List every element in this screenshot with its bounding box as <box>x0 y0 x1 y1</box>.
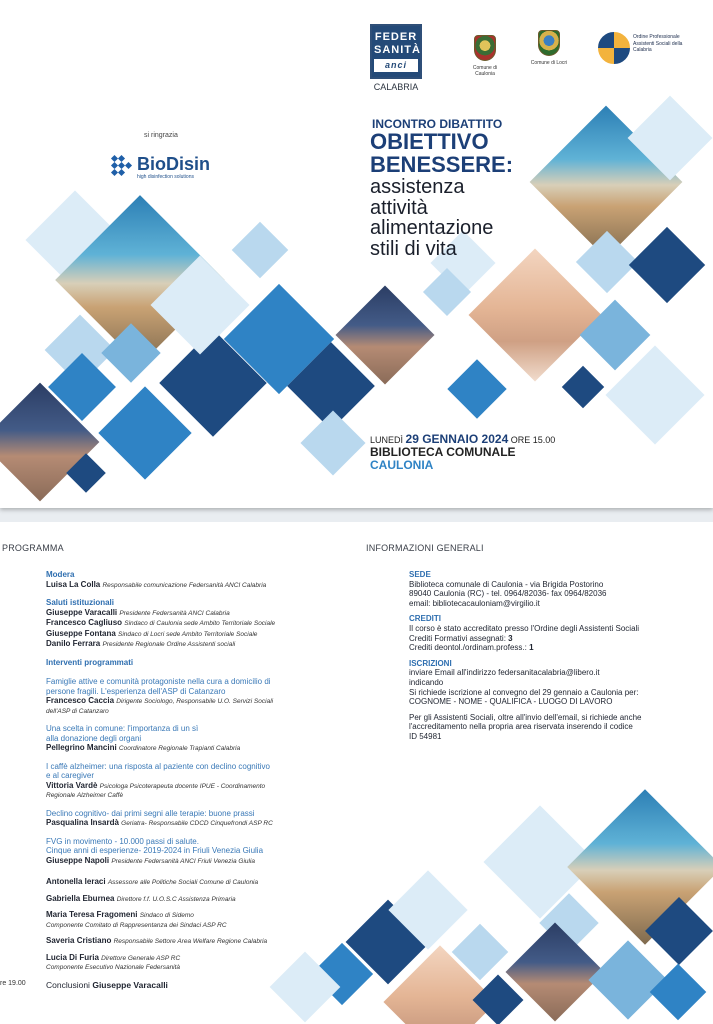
crest-caulonia <box>466 35 504 77</box>
event-title-line1: OBIETTIVO <box>370 129 489 154</box>
speaker-name: Francesco Cagliuso <box>46 618 123 627</box>
speaker-role: dell'ASP di Catanzaro <box>46 707 109 715</box>
program-list <box>46 570 346 973</box>
decor-diamond <box>629 227 705 303</box>
speaker-name: Saveria Cristiano <box>46 936 112 945</box>
sede-block <box>409 570 705 608</box>
crediti-form-value: 3 <box>508 633 513 643</box>
crest-locri-label: Comune di Locri <box>530 60 568 66</box>
event-date-line <box>370 432 555 446</box>
program-heading: PROGRAMMA <box>2 543 64 553</box>
moderator-role: Responsabile comunicazione Federsanità ANCI Calabria <box>102 581 267 589</box>
speaker-role: Direttore Generale ASP RC <box>101 954 181 962</box>
greetings-heading: Saluti istituzionali <box>46 598 115 607</box>
speaker-role: Psicologa Psicoterapeuta docente IPUE - Coordinamento <box>99 782 266 790</box>
note-line: l'accreditamento nella propria area riservata inserendo il codice <box>409 722 633 732</box>
crest-caulonia-label: Comune di Caulonia <box>472 65 498 77</box>
federsanita-logo-line1: FEDER <box>374 31 418 43</box>
biodisin-logo-icon <box>110 154 132 180</box>
speaker-role: Sindaco di Locri sede Ambito Territoriale Sociale <box>118 630 258 638</box>
closing-speaker: Giuseppe Varacalli <box>92 980 168 990</box>
subtitle-line: assistenza <box>370 176 465 198</box>
sponsor-thanks: si ringrazia <box>144 132 178 139</box>
iscrizioni-line: inviare Email all'indirizzo federsanitacalabria@libero.it <box>409 668 600 678</box>
talk-topic: Una scelta in comune: l'importanza di un sì <box>46 724 199 733</box>
ordine-label: Ordine Professionale Assistenti Sociali della Calabria <box>633 34 683 53</box>
talk-item <box>46 762 346 801</box>
closing-label: Conclusioni <box>46 980 90 990</box>
speaker-name: Giuseppe Fontana <box>46 628 116 638</box>
decor-diamond <box>588 940 667 1019</box>
talk-item <box>46 837 346 867</box>
event-title <box>370 130 513 176</box>
talks-heading-block <box>46 658 346 668</box>
talk-item <box>46 677 346 716</box>
speaker-role: Sindaco di Sidemo <box>139 912 194 919</box>
locri-crest-icon <box>538 30 560 56</box>
speaker-name: Vittoria Vardè <box>46 780 98 790</box>
speaker-role: Coordinatore Regionale Trapianti Calabria <box>118 745 241 752</box>
crediti-form-label: Crediti Formativi assegnati: <box>409 633 506 643</box>
care-photo-tile <box>506 923 605 1022</box>
speaker-name: Lucia Di Furia <box>46 952 99 962</box>
event-title-line2: BENESSERE: <box>370 152 514 177</box>
crediti-deont-label: Crediti deontol./ordinam.profess.: <box>409 643 527 653</box>
brochure-cover <box>0 0 713 508</box>
talk-topic: Famiglie attive e comunità protagoniste nella cura a domicilio di <box>46 677 271 686</box>
federsanita-logo-region: CALABRIA <box>373 82 419 92</box>
sede-heading: SEDE <box>409 570 431 579</box>
caulonia-crest-icon <box>474 35 496 61</box>
moderator-name: Luisa La Colla <box>46 579 101 589</box>
decor-diamond <box>576 231 638 293</box>
speaker-name: Francesco Caccia <box>46 696 115 705</box>
speaker-role: Responsabile Settore Area Welfare Regione Calabria <box>113 938 268 945</box>
speaker-name: Pasqualina Insardà <box>46 818 119 827</box>
talk-topic: e al caregiver <box>46 771 95 780</box>
talks-heading: Interventi programmati <box>46 657 134 667</box>
talk-topic: persone fragili. L'esperienza dell'ASP di Catanzaro <box>46 686 226 696</box>
sponsor-tagline: high disinfection solutions <box>137 174 194 180</box>
speaker-name: Antonella Ieraci <box>46 877 106 886</box>
moderator-block <box>46 570 346 590</box>
speaker-role: Componente Comitato di Rappresentanza dei Sindaci ASP RC <box>46 921 227 929</box>
talk-topic: Declino cognitivo- dai primi segni alle terapie: buone prassi <box>46 808 255 818</box>
event-town: CAULONIA <box>370 458 434 472</box>
speaker-role: Presidente Federsanità ANCI Friuli Venezia Giulia <box>111 857 256 865</box>
sede-line: 89040 Caulonia (RC) - tel. 0964/82036- fax 0964/82036 <box>409 589 607 599</box>
talk-topic: FVG in movimento - 10.000 passi di salute. <box>46 836 199 846</box>
event-time: ORE 15.00 <box>510 435 556 445</box>
decor-diamond <box>300 410 365 475</box>
info-panel <box>409 570 705 748</box>
note-line: ID 54981 <box>409 731 442 741</box>
event-place: BIBLIOTECA COMUNALE <box>370 445 516 459</box>
speaker-role: Assessore alle Politiche Sociali Comune di Caulonia <box>107 879 259 886</box>
decor-diamond <box>447 359 506 418</box>
sponsor-name: BioDisin <box>137 154 211 174</box>
sede-line: email: bibliotecacauloniam@virgilio.it <box>409 598 540 608</box>
speaker-role: Sindaco di Caulonia sede Ambito Territoriale Sociale <box>124 620 276 627</box>
decor-diamond <box>232 222 289 279</box>
iscrizioni-line: indicando <box>409 677 444 687</box>
federsanita-logo-anci: anci <box>374 59 418 72</box>
subtitle-line: attività <box>370 196 428 219</box>
talk-item <box>46 724 346 754</box>
subtitle-line: stili di vita <box>370 237 457 260</box>
subtitle-line: alimentazione <box>370 217 494 239</box>
speaker-role: Componente Esecutivo Nazionale Federsanità <box>46 964 181 971</box>
moderator-heading: Modera <box>46 570 75 579</box>
event-kind: INCONTRO DIBATTITO <box>372 117 503 131</box>
speaker-role: Regionale Alzheimer Caffè <box>46 792 124 799</box>
speaker-name: Giuseppe Napoli <box>46 855 110 865</box>
iscrizioni-line: COGNOME - NOME - QUALIFICA - LUOGO DI LAVORO <box>409 697 613 707</box>
federsanita-logo <box>370 24 422 92</box>
iscrizioni-block <box>409 659 705 707</box>
speaker-role: Geriatra- Responsabile CDCD Cinquefrondi ASP RC <box>121 820 273 827</box>
talk-topic: Cinque anni di esperienze- 2019-2024 in Friuli Venezia Giulia <box>46 846 264 855</box>
event-day: LUNEDÌ <box>370 435 404 445</box>
speaker-role: Presidente Regionale Ordine Assistenti sociali <box>102 641 236 648</box>
info-heading: INFORMAZIONI GENERALI <box>366 543 484 553</box>
speaker-name: Danilo Ferrara <box>46 639 101 648</box>
sede-line: Biblioteca comunale di Caulonia - via Brigida Postorino <box>409 579 604 589</box>
note-block <box>409 713 705 742</box>
talk-item <box>46 809 346 829</box>
speaker-role: Direttore f.f. U.O.S.C Assistenza Primaria <box>116 895 236 903</box>
talk-topic: I caffè alzheimer: una risposta al paziente con declino cognitivo <box>46 761 270 771</box>
federsanita-logo-line2: SANITÀ <box>374 44 421 56</box>
crediti-deont-value: 1 <box>529 643 534 653</box>
speaker-name: Giuseppe Varacalli <box>46 607 118 617</box>
closing-line <box>46 980 168 990</box>
speaker-role: Presidente Federsanità ANCI Calabria <box>119 609 230 617</box>
event-subtitle <box>370 177 493 259</box>
greetings-block <box>46 598 346 650</box>
talk-topic: alla donazione degli organi <box>46 733 142 743</box>
decor-diamond <box>562 366 604 408</box>
closing-time: re 19.00 <box>0 980 26 987</box>
event-date: 29 GENNAIO 2024 <box>405 432 509 446</box>
iscrizioni-line: Si richiede iscrizione al convegno del 29 gennaio a Caulonia per: <box>409 687 639 697</box>
speaker-name: Maria Teresa Fragomeni <box>46 910 138 919</box>
iscrizioni-heading: ISCRIZIONI <box>409 658 452 668</box>
crediti-line: Il corso è stato accreditato presso l'Ordine degli Assistenti Sociali <box>409 623 640 633</box>
ordine-seal-icon <box>596 30 632 66</box>
speaker-name: Pellegrino Mancini <box>46 743 117 752</box>
speaker-name: Gabriella Eburnea <box>46 893 115 903</box>
crest-locri <box>530 30 568 66</box>
crediti-heading: CREDITI <box>409 614 441 624</box>
crediti-block <box>409 614 705 652</box>
note-line: Per gli Assistenti Sociali, oltre all'invio dell'email, si richiede anche <box>409 712 642 722</box>
other-speakers <box>46 877 346 973</box>
speaker-role: Dirigente Sociologo, Responsabile U.O. Servizi Sociali <box>116 698 274 705</box>
